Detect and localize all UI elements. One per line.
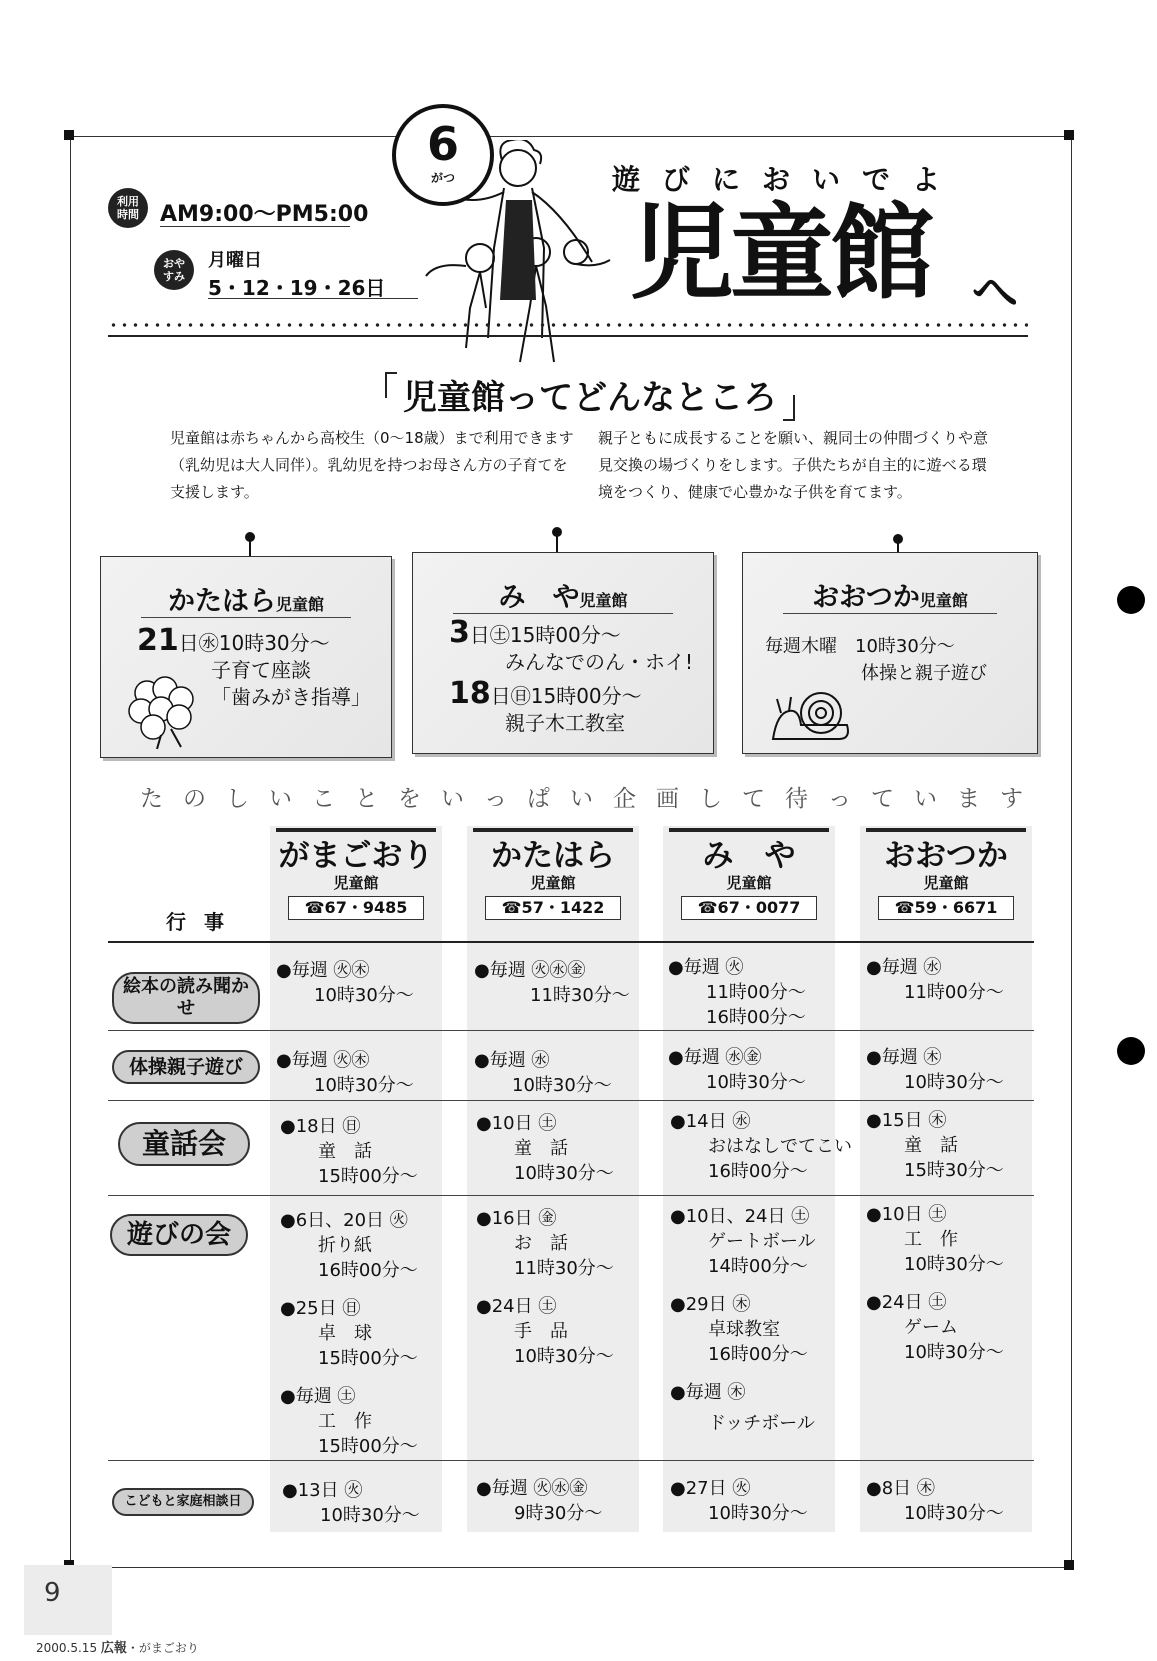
hydrangea-illustration — [117, 669, 207, 749]
event-date: ●毎週 ㊍ — [670, 1382, 746, 1403]
column-name: かたはら — [473, 828, 633, 874]
event-detail: 16時00分～ — [318, 1260, 418, 1281]
schedule-cell — [282, 1478, 420, 1528]
event-detail: おはなしでてこい — [708, 1136, 852, 1157]
notice-text: 日㊐15時00分～ — [490, 684, 642, 708]
page-title: 児童館 — [630, 192, 931, 314]
event-detail: 16時00分～ — [706, 1007, 806, 1028]
notice-text: 「歯みがき指導」 — [211, 685, 371, 709]
binder-hole — [1117, 1037, 1145, 1065]
corner-mark — [1064, 130, 1074, 140]
hours-underline — [160, 226, 350, 227]
notice-title — [413, 575, 713, 614]
notice-ootsuka — [742, 552, 1038, 754]
event-detail: 11時00分～ — [706, 982, 806, 1003]
notice-text: 日㊏15時00分～ — [469, 623, 621, 647]
dotted-divider — [108, 323, 1028, 327]
event-detail: 10時30分～ — [706, 1072, 806, 1093]
schedule-cell — [866, 1202, 1004, 1365]
event-detail: 14時00分～ — [708, 1256, 808, 1277]
notice-rule — [453, 613, 673, 614]
closed-underline — [208, 298, 418, 299]
column-sub: 児童館 — [923, 874, 969, 892]
notice-line — [137, 623, 371, 658]
notice-suffix: 児童館 — [579, 591, 628, 610]
month-badge — [392, 104, 494, 206]
event-detail: 11時30分～ — [514, 1258, 614, 1279]
event-detail: ゲートボール — [708, 1231, 816, 1252]
hours-badge-label: 利用時間 — [117, 195, 139, 221]
notice-line — [449, 710, 693, 737]
hours-badge — [108, 188, 148, 228]
row-label-consultation: こどもと家庭相談日 — [112, 1488, 254, 1516]
about-text-left: 児童館は赤ちゃんから高校生（0～18歳）まで利用できます（乳幼児は大人同伴）。乳幼児を持つお母さん方の子育てを支援します。 — [170, 429, 574, 501]
schedule-cell — [670, 1109, 852, 1184]
notice-name: おおつか — [812, 582, 920, 613]
notice-katahara — [100, 556, 392, 758]
event-detail: ドッチボール — [708, 1413, 815, 1434]
schedule-cell — [280, 1114, 418, 1189]
table-header-line — [108, 941, 1034, 943]
schedule-cell — [866, 1476, 1004, 1526]
event-detail: 10時30分～ — [514, 1346, 614, 1367]
schedule-cell — [668, 955, 806, 1030]
event-detail: ゲーム — [904, 1317, 958, 1338]
event-date: ●毎週 ㊋ — [668, 957, 744, 978]
event-date: ●16日 ㊎ — [476, 1208, 557, 1229]
event-detail: 16時00分～ — [708, 1161, 808, 1182]
event-detail: 10時30分～ — [904, 1342, 1004, 1363]
event-date: ●13日 ㊋ — [282, 1480, 363, 1501]
notice-rule — [141, 617, 351, 618]
event-detail: 10時30分～ — [904, 1072, 1004, 1093]
notice-text: 子育て座談 — [211, 658, 311, 682]
event-detail: 工 作 — [318, 1411, 372, 1432]
closed-day-title: 月曜日 — [208, 250, 262, 271]
event-date: ●毎週 ㊋㊌㊎ — [476, 1478, 588, 1499]
schedule-cell — [476, 1206, 614, 1369]
row-divider — [108, 1195, 1034, 1196]
schedule-cell — [476, 1111, 614, 1186]
schedule-cell — [866, 1108, 1004, 1183]
column-header-miya — [663, 828, 835, 920]
event-date: ●10日 ㊏ — [476, 1113, 557, 1134]
schedule-cell — [670, 1476, 808, 1526]
event-date: ●8日 ㊍ — [866, 1478, 935, 1499]
notice-text: みんなでのん・ホイ! — [505, 650, 694, 674]
event-detail: 折り紙 — [318, 1235, 372, 1256]
column-header-gamagori — [270, 828, 442, 920]
column-name: おおつか — [866, 828, 1026, 874]
notice-body — [449, 615, 694, 737]
footer-city: ・がまごおり — [126, 1641, 199, 1655]
schedule-cell — [670, 1204, 816, 1436]
event-date: ●14日 ㊌ — [670, 1111, 751, 1132]
notice-day: 21 — [137, 623, 179, 658]
event-detail: 童 話 — [318, 1141, 372, 1162]
column-sub: 児童館 — [333, 874, 379, 892]
notice-line — [449, 615, 693, 650]
footer-date: 2000.5.15 — [36, 1641, 98, 1655]
row-divider — [108, 1460, 1034, 1461]
page-title-tail: へ — [972, 265, 1018, 319]
event-detail: 手 品 — [514, 1321, 568, 1342]
event-date: ●毎週 ㊍ — [866, 1047, 942, 1068]
tagline: たのしいことをいっぱい企画して待っています — [140, 786, 1043, 812]
row-divider — [108, 1030, 1034, 1031]
page-number-bar — [24, 1565, 112, 1635]
schedule-cell — [866, 1045, 1004, 1095]
event-detail: 10時30分～ — [904, 1254, 1004, 1275]
event-date: ●15日 ㊍ — [866, 1110, 947, 1131]
event-detail: お 話 — [514, 1233, 568, 1254]
events-label: 行事 — [166, 910, 242, 934]
event-detail: 10時30分～ — [512, 1075, 612, 1096]
event-date: ●24日 ㊏ — [476, 1296, 557, 1317]
footer-publication: 広報 — [100, 1641, 127, 1656]
about-heading-text: 児童館ってどんなところ — [403, 378, 777, 418]
phone-number: ☎67・9485 — [288, 896, 425, 920]
notice-day: 3 — [449, 615, 470, 650]
notice-title — [743, 575, 1037, 614]
notice-line: 体操と親子遊び — [861, 663, 987, 684]
event-detail: 10時30分～ — [320, 1505, 420, 1526]
event-date: ●27日 ㊋ — [670, 1478, 751, 1499]
event-detail: 16時00分～ — [708, 1344, 808, 1365]
row-label-play: 遊びの会 — [110, 1214, 248, 1256]
row-label-picture-book: 絵本の読み聞かせ — [112, 972, 260, 1024]
event-date: ●毎週 ㊌ — [474, 1050, 550, 1071]
event-date: ●毎週 ㊏ — [280, 1386, 356, 1407]
event-date: ●25日 ㊐ — [280, 1298, 361, 1319]
event-detail: 卓球教室 — [708, 1319, 780, 1340]
event-detail: 15時00分～ — [318, 1348, 418, 1369]
schedule-cell — [280, 1208, 418, 1459]
column-header-katahara — [467, 828, 639, 920]
event-detail: 卓 球 — [318, 1323, 372, 1344]
event-detail: 11時30分～ — [530, 985, 630, 1006]
phone-number: ☎59・6671 — [878, 896, 1015, 920]
notice-suffix: 児童館 — [919, 591, 968, 610]
event-detail: 10時30分～ — [314, 1075, 414, 1096]
notice-day: 18 — [449, 676, 491, 711]
event-detail: 童 話 — [514, 1138, 568, 1159]
event-detail: 10時30分～ — [904, 1503, 1004, 1524]
event-detail: 11時00分～ — [904, 982, 1004, 1003]
column-header-ootsuka — [860, 828, 1032, 920]
page-subtitle: 遊びにおいでよ — [612, 163, 963, 196]
corner-mark — [1064, 1560, 1074, 1570]
event-detail: 10時30分～ — [314, 985, 414, 1006]
event-date: ●6日、20日 ㊋ — [280, 1210, 408, 1231]
phone-number: ☎67・0077 — [681, 896, 818, 920]
event-date: ●毎週 ㊋㊍ — [276, 1050, 370, 1071]
notice-name: み や — [498, 582, 580, 613]
event-detail: 10時30分～ — [514, 1163, 614, 1184]
corner-mark — [64, 130, 74, 140]
event-detail: 童 話 — [904, 1135, 958, 1156]
opening-hours: AM9:00～PM5:00 — [160, 202, 369, 227]
closed-days: 5・12・19・26日 — [208, 276, 386, 300]
column-name: み や — [669, 828, 829, 874]
notice-line — [449, 649, 693, 676]
schedule-cell — [276, 1048, 414, 1098]
event-date: ●18日 ㊐ — [280, 1116, 361, 1137]
column-sub: 児童館 — [530, 874, 576, 892]
schedule-cell — [474, 1048, 612, 1098]
notice-text: 日㊌10時30分～ — [178, 631, 330, 655]
event-detail: 9時30分～ — [514, 1503, 603, 1524]
event-date: ●24日 ㊏ — [866, 1292, 947, 1313]
binder-hole — [1117, 586, 1145, 614]
page-number: 9 — [44, 1578, 61, 1608]
row-label-exercise: 体操親子遊び — [112, 1050, 260, 1084]
closed-badge — [154, 250, 194, 290]
notice-text: 親子木工教室 — [505, 711, 625, 735]
notice-line — [449, 676, 693, 711]
event-date: ●毎週 ㊋㊌㊎ — [474, 960, 586, 981]
event-detail: 15時30分～ — [904, 1160, 1004, 1181]
event-detail: 15時00分～ — [318, 1436, 418, 1457]
row-divider — [108, 1100, 1034, 1101]
event-date: ●10日、24日 ㊏ — [670, 1206, 810, 1227]
event-detail: 10時30分～ — [708, 1503, 808, 1524]
notice-title — [101, 579, 391, 618]
column-name: がまごおり — [276, 828, 436, 874]
event-date: ●29日 ㊍ — [670, 1294, 751, 1315]
about-text-right: 親子ともに成長することを願い、親同士の仲間づくりや意見交換の場づくりをします。子供たちが自主的に遊べる環境をつくり、健康で心豊かな子供を育てます。 — [598, 429, 989, 501]
header-divider — [108, 335, 1028, 337]
notice-line: 毎週木曜 10時30分～ — [765, 636, 955, 657]
schedule-cell — [476, 1476, 602, 1526]
phone-number: ☎57・1422 — [485, 896, 622, 920]
column-sub: 児童館 — [726, 874, 772, 892]
about-heading — [385, 370, 795, 419]
bracket-left — [385, 372, 397, 398]
event-date: ●毎週 ㊌ — [866, 957, 942, 978]
schedule-cell — [866, 955, 1004, 1005]
closed-badge-label: おやすみ — [163, 257, 185, 283]
notice-suffix: 児童館 — [275, 595, 324, 614]
event-date: ●毎週 ㊋㊍ — [276, 960, 370, 981]
notice-rule — [783, 613, 997, 614]
event-detail: 15時00分～ — [318, 1166, 418, 1187]
schedule-cell — [474, 958, 630, 1008]
month-unit: がつ — [430, 171, 455, 185]
event-detail: 工 作 — [904, 1229, 958, 1250]
event-date: ●10日 ㊏ — [866, 1204, 947, 1225]
bracket-right — [783, 395, 795, 421]
notice-name: かたはら — [167, 586, 276, 617]
schedule-cell — [276, 958, 414, 1008]
event-date: ●毎週 ㊌㊎ — [668, 1047, 762, 1068]
footer — [36, 1637, 199, 1656]
snail-illustration — [767, 677, 853, 747]
month-number: 6 — [426, 117, 459, 171]
notice-miya — [412, 552, 714, 754]
schedule-cell — [668, 1045, 806, 1095]
row-label-story: 童話会 — [118, 1122, 250, 1166]
